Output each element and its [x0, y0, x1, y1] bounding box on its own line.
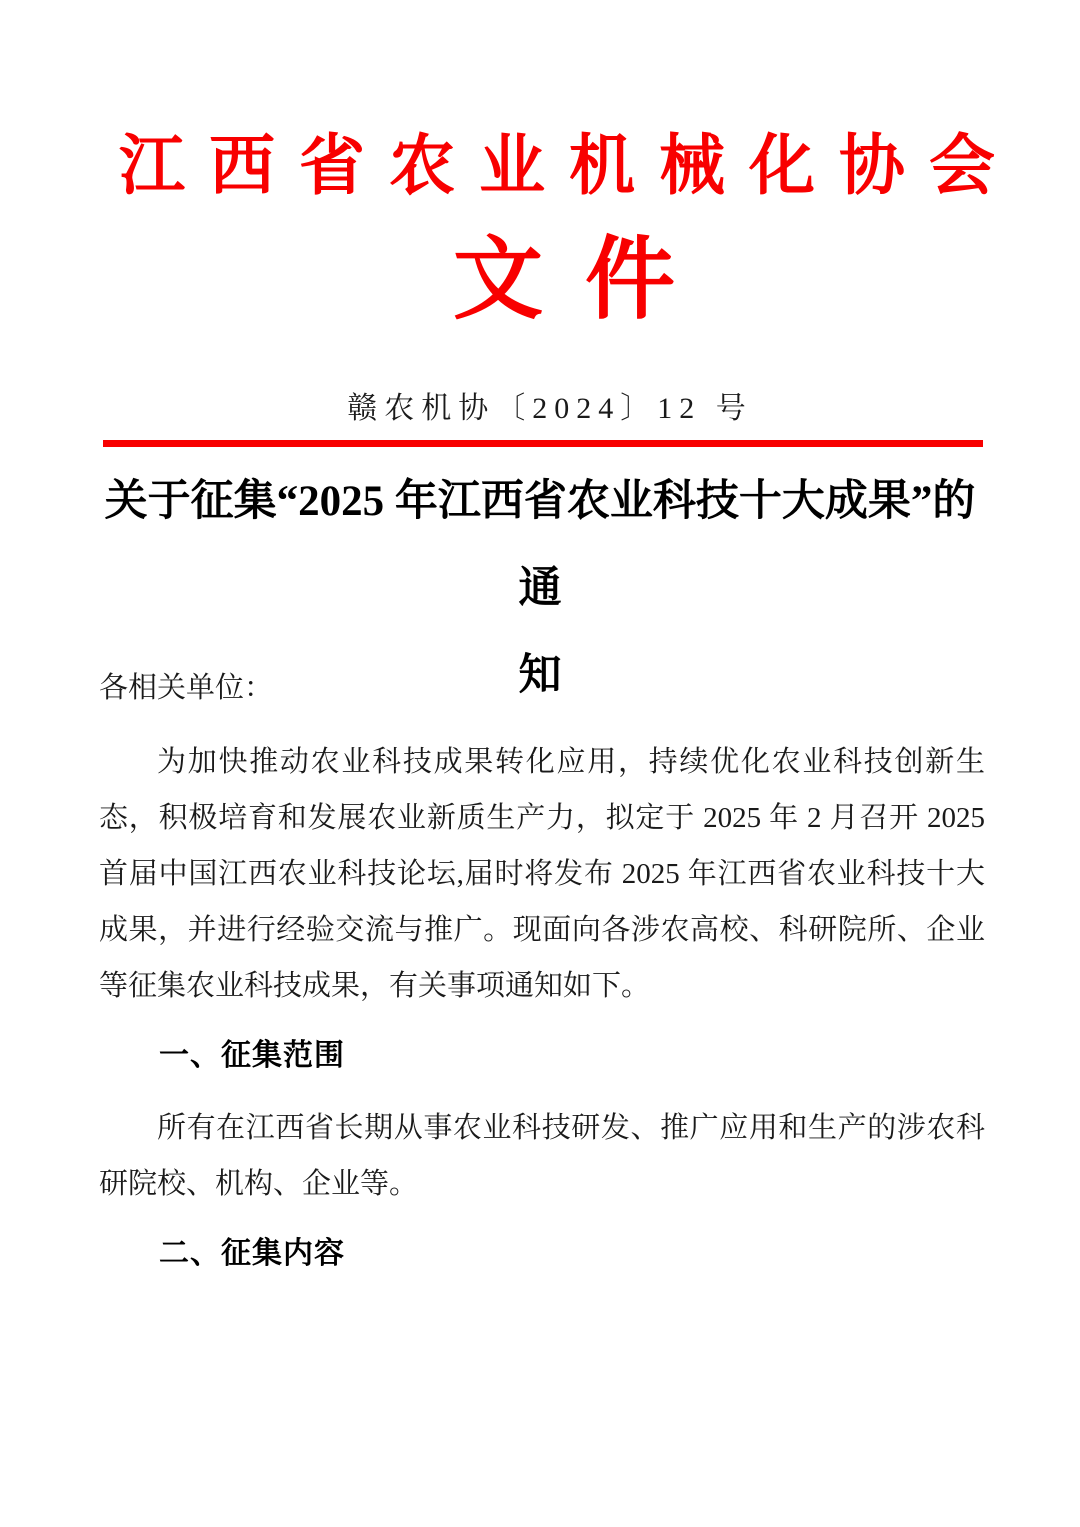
salutation: 各相关单位： [99, 672, 274, 704]
section-heading-content: 二、征集内容 [159, 1237, 345, 1270]
letterhead-org-name: 江西省农业机械化协会 [119, 130, 1019, 203]
paragraph-introduction: 为加快推动农业科技成果转化应用，持续优化农业科技创新生态，积极培育和发展农业新质生产力，拟定于 2025 年 2 月召开 2025 首届中国江西农业科技论坛,届时将发布 2025 年江西省农业科技十大成果，并进行经验交流与推广。现面向各涉农高校、科研院所、企业等征集农业科技成果，有关事项通知如下。 [99, 746, 985, 1002]
letterhead-doc-type: 文件 [453, 231, 717, 330]
document-title-line1: 关于征集“2025 年江西省农业科技十大成果”的通 [104, 478, 976, 612]
section-heading-scope: 一、征集范围 [159, 1039, 345, 1072]
paragraph-scope: 所有在江西省长期从事农业科技研发、推广应用和生产的涉农科研院校、机构、企业等。 [99, 1112, 985, 1200]
document-title-line2: 知 [518, 652, 562, 699]
red-separator-line [103, 440, 983, 447]
document-body [99, 660, 985, 1298]
document-issue-number: 赣农机协〔2024〕12 号 [347, 392, 753, 425]
